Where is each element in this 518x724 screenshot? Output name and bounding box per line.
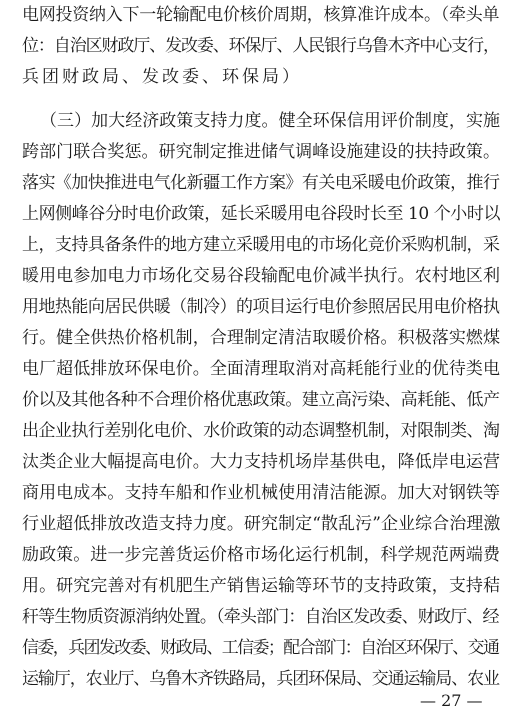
text-line: 价以及其他各种不合理价格优惠政策。建立高污染、高耗能、低产: [22, 390, 500, 410]
text-line: 电厂超低排放环保电价。全面清理取消对高耗能行业的优待类电: [22, 359, 501, 379]
text-line: 出企业执行差别化电价、水价政策的动态调整机制，对限制类、淘: [22, 421, 500, 441]
text-line: 位：自治区财政厅、发改委、环保厅、人民银行乌鲁木齐中心支行，: [22, 36, 499, 56]
text-line: 商用电成本。支持车船和作业机械使用清洁能源。加大对钢铁等: [22, 483, 501, 503]
text-line: 兵团财政局、发改委、环保局）: [22, 67, 302, 87]
text-line: 跨部门联合奖惩。研究制定推进储气调峰设施建设的扶持政策。: [22, 142, 501, 162]
section-heading-line: （三）加大经济政策支持力度。健全环保信用评价制度，实施: [40, 111, 501, 131]
text-line: 上，支持具备条件的地方建立采暖用电的市场化竞价采购机制，采: [22, 235, 500, 255]
text-line: 信委，兵团发改委、财政局、工信委；配合部门：自治区环保厅、交通: [22, 638, 499, 658]
text-line: 励政策。进一步完善货运价格市场化运行机制，科学规范两端费: [22, 545, 501, 565]
text-line: 用地热能向居民供暖（制冷）的项目运行电价参照居民用电价格执: [22, 297, 500, 317]
page-number: — 27 —: [420, 691, 483, 710]
text-line: 汰类企业大幅提高电价。大力支持机场岸基供电，降低岸电运营: [22, 452, 501, 472]
text-line: 暖用电参加电力市场化交易谷段输配电价减半执行。农村地区利: [22, 266, 501, 286]
text-line: 落实《加快推进电气化新疆工作方案》有关电采暖电价政策，推行: [22, 173, 500, 193]
text-line: 电网投资纳入下一轮输配电价核价周期，核算准许成本。（牵头单: [22, 5, 500, 25]
text-line: 秆等生物质资源消纳处置。（牵头部门：自治区发改委、财政厅、经: [22, 607, 499, 627]
text-line: 上网侧峰谷分时电价政策，延长采暖用电谷段时长至 10 个小时以: [22, 204, 501, 224]
text-line: 行。健全供热价格机制，合理制定清洁取暖价格。积极落实燃煤: [22, 328, 501, 348]
text-line: 运输厅，农业厅、乌鲁木齐铁路局，兵团环保局、交通运输局、农业: [22, 669, 499, 689]
text-line: 用。研究完善对有机肥生产销售运输等环节的支持政策，支持秸: [22, 576, 501, 596]
text-line: 行业超低排放改造支持力度。研究制定“散乱污”企业综合治理激: [22, 514, 501, 534]
